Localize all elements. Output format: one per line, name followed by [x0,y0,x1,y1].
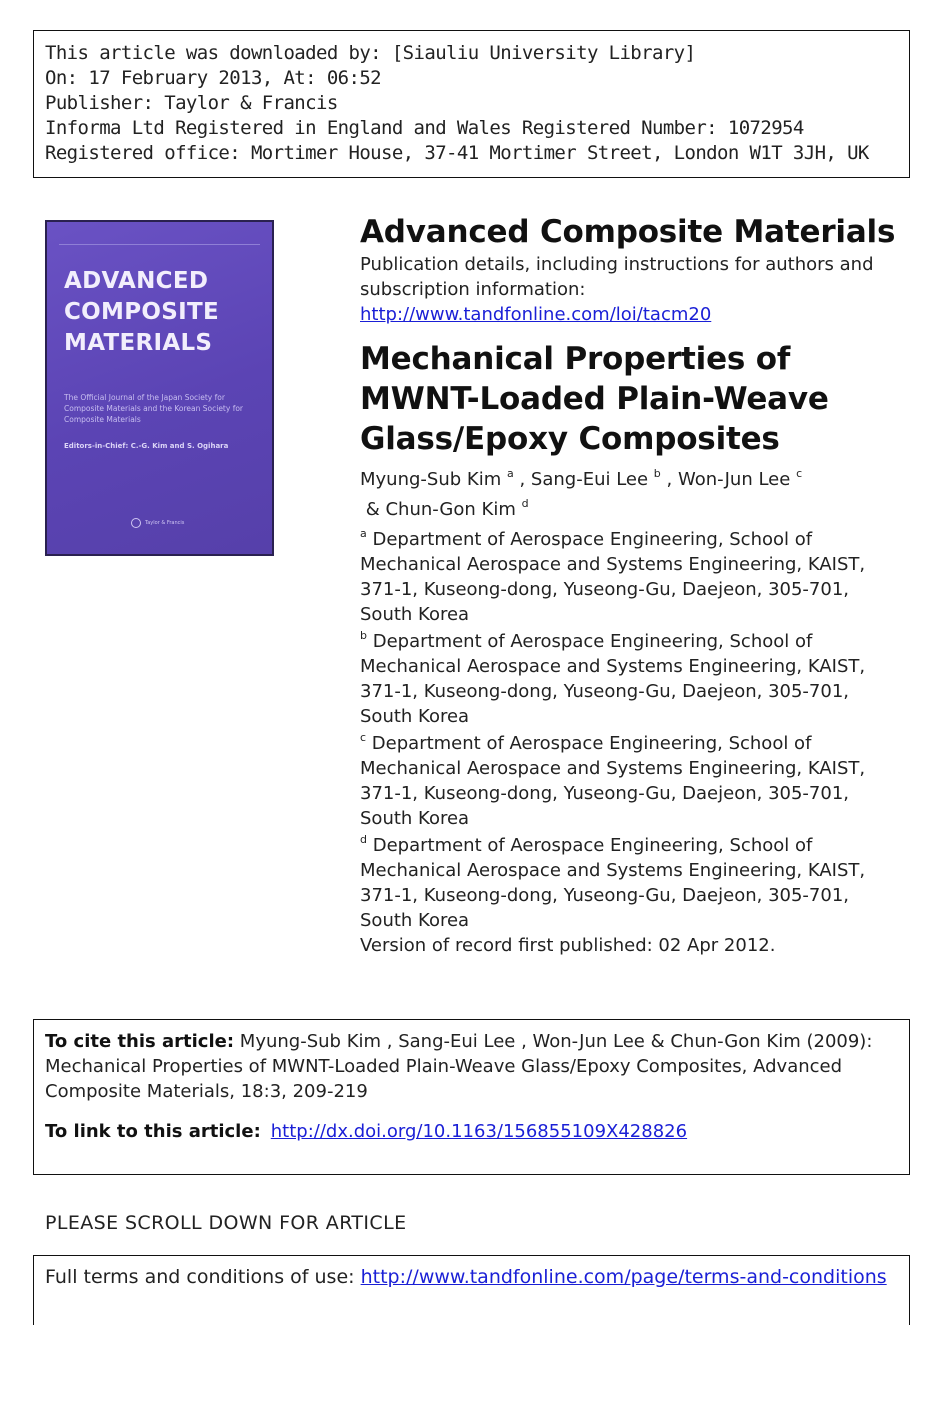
cover-title [64,266,264,359]
cover-rule [59,244,260,245]
logo-mark-icon [131,518,141,528]
article-title: Mechanical Properties of MWNT-Loaded Plain-Weave Glass/Epoxy Composites [360,341,829,457]
citation-box [33,1019,910,1175]
author-affiliation-marker: a [506,467,514,480]
terms-label: Full terms and conditions of use: [45,1266,355,1288]
author-list [360,465,880,525]
download-notice-box [33,30,910,178]
publisher-logo-icon [131,516,191,530]
doi-link-label: To link to this article: [45,1121,261,1142]
terms-box [33,1255,910,1325]
publication-details-text: Publication details, including instructions for authors and subscription information: [360,254,874,300]
affiliation-marker: d [360,833,367,846]
affiliation-list [360,527,920,933]
affiliation-marker: c [360,731,367,744]
author-affiliation-marker: c [796,467,803,480]
cover-title-line: ADVANCED [64,268,209,294]
affiliation [360,731,890,831]
journal-title: Advanced Composite Materials [360,214,896,250]
journal-cover-image [45,220,274,556]
affiliation-marker: b [360,629,367,642]
article-header [360,212,920,958]
version-note: Version of record first published: 02 Apr 2012. [360,935,776,956]
publication-details [360,252,920,327]
download-notice-line: Registered office: Mortimer House, 37-41 Mortimer Street, London W1T 3JH, UK [45,142,869,164]
author-separator: , [660,469,678,490]
affiliation [360,527,890,627]
author-affiliation-marker: d [521,497,529,510]
doi-link-row [45,1119,898,1144]
cite-text-block [45,1029,898,1104]
journal-link[interactable]: http://www.tandfonline.com/loi/tacm20 [360,304,712,325]
author-separator: & [360,499,386,520]
cite-label: To cite this article: [45,1031,235,1052]
cover-title-line: MATERIALS [64,330,213,356]
affiliation-text: Department of Aerospace Engineering, School of Mechanical Aerospace and Systems Engineering, KAIST, 371-1, Kuseong-dong, Yuseong-Gu, Daejeon, 305-701, South Korea [360,835,866,931]
download-notice-line: Publisher: Taylor & Francis [45,92,338,114]
download-notice-line: This article was downloaded by: [Siauliu University Library] [45,42,696,64]
logo-text: Taylor & Francis [145,520,185,526]
cover-subtitle: The Official Journal of the Japan Society for Composite Materials and the Korean Society for Composite Materials [64,393,244,424]
scroll-down-note: PLEASE SCROLL DOWN FOR ARTICLE [45,1212,407,1234]
author-name: Won-Jun Lee [677,469,791,490]
cite-text: Myung-Sub Kim , Sang-Eui Lee , Won-Jun Lee & Chun-Gon Kim (2009): Mechanical Properties of MWNT-Loaded Plain-Weave Glass/Epoxy Composites, Advanced Composite Materials, 18:3, 209-219 [45,1031,873,1102]
download-notice-line: On: 17 February 2013, At: 06:52 [45,67,382,89]
cover-title-line: COMPOSITE [64,299,219,325]
author-affiliation-marker: b [653,467,661,480]
affiliation [360,629,890,729]
terms-link[interactable]: http://www.tandfonline.com/page/terms-and-conditions [360,1266,887,1288]
affiliation-marker: a [360,527,367,540]
author-name: Sang-Eui Lee [530,469,649,490]
affiliation-text: Department of Aerospace Engineering, School of Mechanical Aerospace and Systems Engineering, KAIST, 371-1, Kuseong-dong, Yuseong-Gu, Daejeon, 305-701, South Korea [360,631,866,727]
affiliation-text: Department of Aerospace Engineering, School of Mechanical Aerospace and Systems Engineering, KAIST, 371-1, Kuseong-dong, Yuseong-Gu, Daejeon, 305-701, South Korea [360,529,866,625]
affiliation-text: Department of Aerospace Engineering, School of Mechanical Aerospace and Systems Engineering, KAIST, 371-1, Kuseong-dong, Yuseong-Gu, Daejeon, 305-701, South Korea [360,733,866,829]
author-name: Chun-Gon Kim [385,499,516,520]
author-separator: , [513,469,531,490]
cover-editors: Editors-in-Chief: C.-G. Kim and S. Ogihara [64,442,229,450]
affiliation [360,833,890,933]
download-notice-line: Informa Ltd Registered in England and Wales Registered Number: 1072954 [45,117,804,139]
doi-link[interactable]: http://dx.doi.org/10.1163/156855109X428826 [270,1121,688,1142]
author-name: Myung-Sub Kim [360,469,502,490]
